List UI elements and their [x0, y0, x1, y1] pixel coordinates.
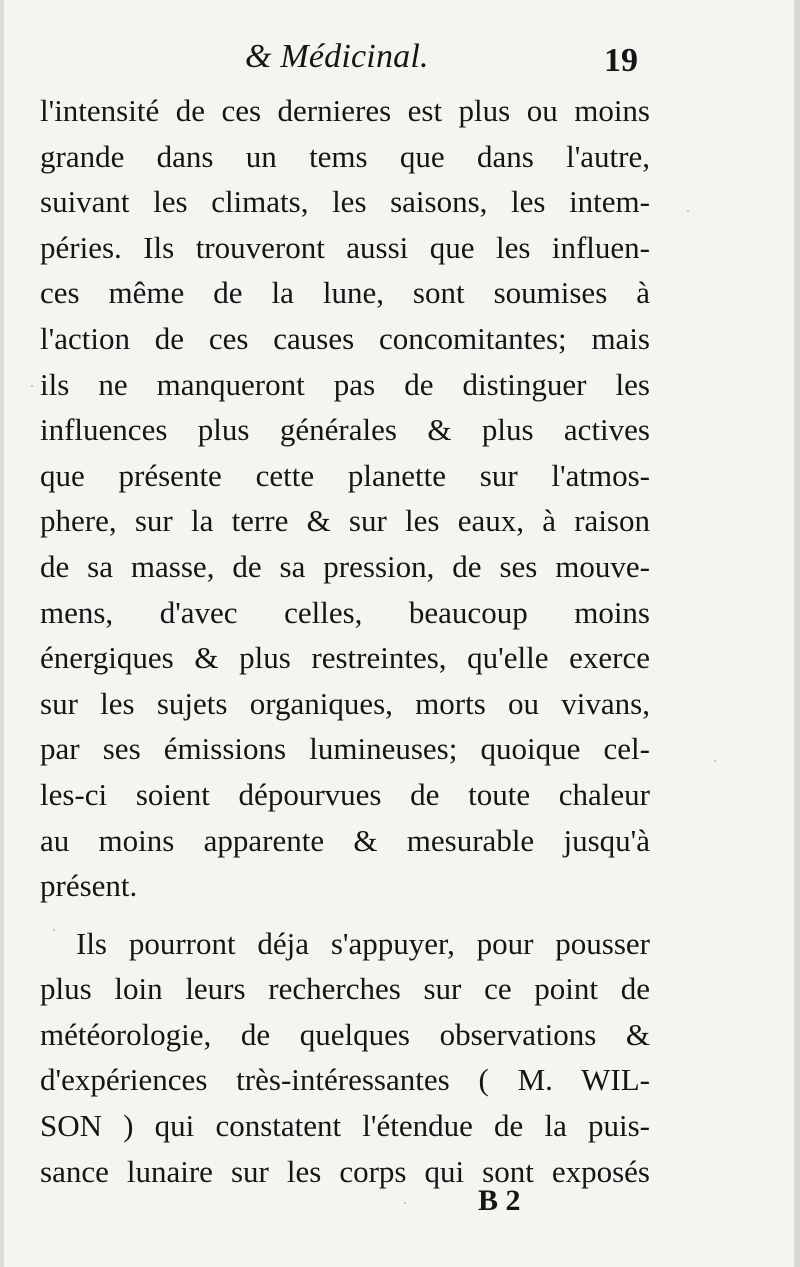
text-line: météorologie, de quelques observations &: [40, 1016, 650, 1052]
text-line: l'intensité de ces dernieres est plus ou moins: [40, 93, 650, 128]
text-line: Ils pourront déja s'appuyer, pour pousser: [76, 925, 650, 961]
page-header: [0, 38, 800, 88]
text-line: grande dans un tems que dans l'autre,: [40, 138, 650, 174]
running-head: & Médicinal.: [245, 38, 429, 75]
text-line: influences plus générales & plus actives: [40, 412, 650, 448]
text-line: au moins apparente & mesurable jusqu'à: [40, 822, 650, 858]
text-line: que présente cette planette sur l'atmos-: [40, 457, 650, 493]
text-line: sance lunaire sur les corps qui sont exposés: [40, 1153, 650, 1189]
paper-speck: [714, 760, 716, 762]
paragraph-2: [40, 921, 650, 1195]
paragraph-1: [40, 88, 650, 909]
text-line: ils ne manqueront pas de distinguer les: [40, 366, 650, 402]
text-line: les-ci soient dépourvues de toute chaleur: [40, 776, 650, 812]
page-number: 19: [604, 42, 638, 79]
text-line: mens, d'avec celles, beaucoup moins: [40, 594, 650, 630]
text-line: phere, sur la terre & sur les eaux, à raison: [40, 503, 650, 539]
text-line: d'expériences très-intéressantes ( M. WIL-: [40, 1062, 650, 1098]
paragraph-gap: [40, 909, 650, 921]
text-line: suivant les climats, les saisons, les intem-: [40, 184, 650, 220]
text-line: sur les sujets organiques, morts ou vivans,: [40, 685, 650, 721]
text-line: plus loin leurs recherches sur ce point de: [40, 971, 650, 1007]
body-text: [40, 88, 650, 1194]
text-line: énergiques & plus restreintes, qu'elle exerce: [40, 640, 650, 676]
text-line: péries. Ils trouveront aussi que les influen-: [40, 229, 650, 265]
text-line: ces même de la lune, sont soumises à: [40, 275, 650, 311]
paper-speck: [404, 1202, 406, 1204]
paper-speck: [53, 929, 55, 931]
text-line: par ses émissions lumineuses; quoique cel-: [40, 731, 650, 767]
paper-speck: [687, 210, 689, 212]
text-line: SON ) qui constatent l'étendue de la puis-: [40, 1108, 650, 1144]
signature-mark: B 2: [478, 1184, 521, 1217]
paper-speck: [31, 385, 33, 387]
text-line: de sa masse, de sa pression, de ses mouve-: [40, 548, 650, 584]
text-line: l'action de ces causes concomitantes; mais: [40, 320, 650, 356]
text-line: présent.: [40, 868, 138, 904]
